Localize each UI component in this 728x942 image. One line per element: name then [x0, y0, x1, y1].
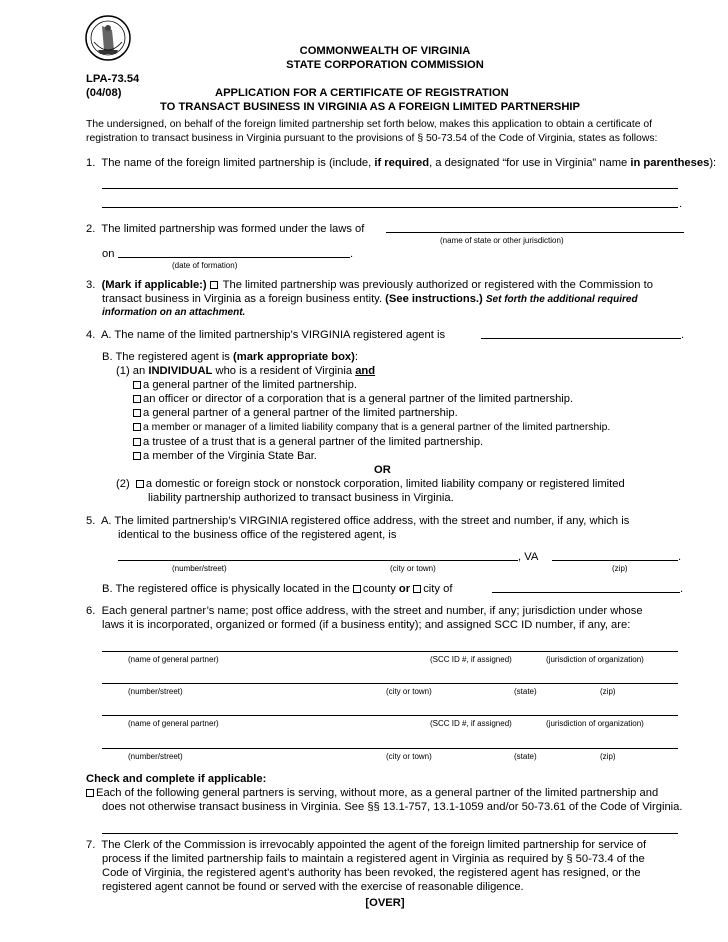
header-line1: COMMONWEALTH OF VIRGINIA — [299, 45, 471, 57]
caption-city: (city or town) — [390, 564, 436, 573]
choice-gp-of-gp[interactable]: a general partner of a general partner of the limited partnership. — [133, 406, 458, 420]
partnership-name-line-2[interactable] — [102, 207, 678, 208]
form-number: LPA-73.54 — [86, 73, 140, 85]
nonbusiness-partner-field[interactable] — [102, 833, 678, 834]
caption-zip: (zip) — [612, 564, 628, 573]
item7-line-2: process if the limited partnership fails to maintain a registered agent in Virginia as required by § 50-73.4 of the — [102, 853, 645, 865]
caption-scc: (SCC ID #, if assigned) — [430, 719, 512, 728]
caption-zip: (zip) — [600, 752, 616, 761]
caption-partner-name: (name of general partner) — [128, 719, 219, 728]
formation-state-field[interactable] — [386, 232, 684, 233]
choice-general-partner[interactable]: a general partner of the limited partnership. — [133, 378, 357, 392]
item5a-line-2: identical to the business office of the registered agent, is — [118, 529, 397, 541]
caption-date: (date of formation) — [172, 261, 238, 270]
item7-line-1: 7. The Clerk of the Commission is irrevocably appointed the agent of the foreign limited partnership for service of — [86, 839, 647, 851]
item4b-text: B. The registered agent is (mark appropriate box): — [102, 351, 358, 363]
over-footer: [OVER] — [365, 897, 405, 909]
caption-zip: (zip) — [600, 687, 616, 696]
form-date: (04/08) — [86, 87, 122, 99]
item3-line-2: transact business in Virginia as a foreign business entity. (See instructions.) Set forth the additional required — [102, 293, 638, 305]
item5a-line-1: 5. A. The limited partnership’s VIRGINIA registered office address, with the street and number, if any, which is — [86, 515, 630, 527]
item4b-option-2-cont: liability partnership authorized to transact business in Virginia. — [148, 492, 454, 504]
caption-state: (state) — [514, 687, 537, 696]
nonbusiness-partner-checkbox[interactable] — [86, 789, 94, 797]
city-checkbox[interactable] — [413, 585, 421, 593]
partner-1-address-field[interactable] — [102, 683, 678, 684]
choice-checkbox[interactable] — [133, 438, 141, 446]
county-checkbox[interactable] — [353, 585, 361, 593]
item4a-text: 4. A. The name of the limited partnership’s VIRGINIA registered agent is — [86, 329, 446, 341]
or-separator: OR — [374, 464, 391, 476]
choice-checkbox[interactable] — [133, 452, 141, 460]
choice-state-bar[interactable]: a member of the Virginia State Bar. — [133, 449, 317, 463]
formation-date-field[interactable] — [118, 257, 350, 258]
item7-line-3: Code of Virginia, the registered agent's authority has been revoked, the registered agent has resigned, or the — [102, 867, 641, 879]
partner-2-name-field[interactable] — [102, 715, 678, 716]
office-street-city-field[interactable] — [118, 560, 518, 561]
check-line-1: Each of the following general partners is serving, without more, as a general partner of the limited partnership and — [86, 786, 658, 800]
partner-1-name-field[interactable] — [102, 651, 678, 652]
caption-street: (number/street) — [172, 564, 227, 573]
caption-state: (name of state or other jurisdiction) — [440, 236, 564, 245]
caption-street: (number/street) — [128, 687, 183, 696]
intro-line-2: registration to transact business in Virginia pursuant to the provisions of § 50-73.54 of the Code of Virginia, states as follows: — [86, 133, 658, 144]
choice-checkbox[interactable] — [133, 409, 141, 417]
va-label: , VA — [518, 551, 539, 563]
corporation-agent-checkbox[interactable] — [136, 480, 144, 488]
caption-jurisdiction: (jurisdiction of organization) — [546, 719, 644, 728]
caption-jurisdiction: (jurisdiction of organization) — [546, 655, 644, 664]
partner-2-address-field[interactable] — [102, 748, 678, 749]
previously-registered-checkbox[interactable] — [210, 281, 218, 289]
form-title-1: APPLICATION FOR A CERTIFICATE OF REGISTRATION — [215, 87, 509, 99]
item6-line-2: laws it is incorporated, organized or formed (if a business entity); and assigned SCC ID number, if any, are: — [102, 619, 631, 631]
choice-officer-director[interactable]: an officer or director of a corporation that is a general partner of the limited partnership. — [133, 392, 573, 406]
caption-city: (city or town) — [386, 752, 432, 761]
office-zip-field[interactable] — [552, 560, 678, 561]
check-line-2: does not otherwise transact business in Virginia. See §§ 13.1-757, 13.1-1059 and/or 50-73.61 of the Code of Virginia. — [102, 801, 683, 813]
caption-street: (number/street) — [128, 752, 183, 761]
item1-text: 1. The name of the foreign limited partnership is (include, if required, a designated “for use in Virginia” name in parentheses): — [86, 157, 717, 169]
partnership-name-line-1[interactable] — [102, 188, 678, 189]
item5b-text: B. The registered office is physically located in the county or city of — [102, 583, 453, 595]
header-line2: STATE CORPORATION COMMISSION — [286, 59, 484, 71]
item3-line-3: information on an attachment. — [102, 307, 246, 318]
caption-state: (state) — [514, 752, 537, 761]
item2-on: on — [102, 248, 115, 260]
choice-checkbox[interactable] — [133, 423, 141, 431]
item6-line-1: 6. Each general partner’s name; post office address, with the street and number, if any; jurisdiction under whose — [86, 605, 643, 617]
item3-line-1: 3. (Mark if applicable:) The limited partnership was previously authorized or registered with the Commission to — [86, 279, 653, 291]
intro-line-1: The undersigned, on behalf of the foreign limited partnership set forth below, makes this application to obtain a certificate of — [86, 119, 653, 130]
item2-text: 2. The limited partnership was formed under the laws of — [86, 223, 365, 235]
caption-partner-name: (name of general partner) — [128, 655, 219, 664]
form-title-2: TO TRANSACT BUSINESS IN VIRGINIA AS A FOREIGN LIMITED PARTNERSHIP — [160, 101, 580, 113]
county-city-field[interactable] — [492, 592, 680, 593]
choice-checkbox[interactable] — [133, 395, 141, 403]
item4b-option-2: (2) a domestic or foreign stock or nonstock corporation, limited liability company or registered limited — [116, 478, 625, 490]
caption-city: (city or town) — [386, 687, 432, 696]
item7-line-4: registered agent cannot be found or served with the exercise of reasonable diligence. — [102, 881, 524, 893]
choice-checkbox[interactable] — [133, 381, 141, 389]
choice-trustee[interactable]: a trustee of a trust that is a general partner of the limited partnership. — [133, 435, 483, 449]
registered-agent-name-field[interactable] — [481, 338, 681, 339]
item4b-option-1: (1) an INDIVIDUAL who is a resident of Virginia and — [116, 365, 376, 377]
check-heading: Check and complete if applicable: — [86, 773, 267, 785]
caption-scc: (SCC ID #, if assigned) — [430, 655, 512, 664]
choice-llc-member[interactable]: a member or manager of a limited liability company that is a general partner of the limited partnership. — [133, 421, 610, 434]
